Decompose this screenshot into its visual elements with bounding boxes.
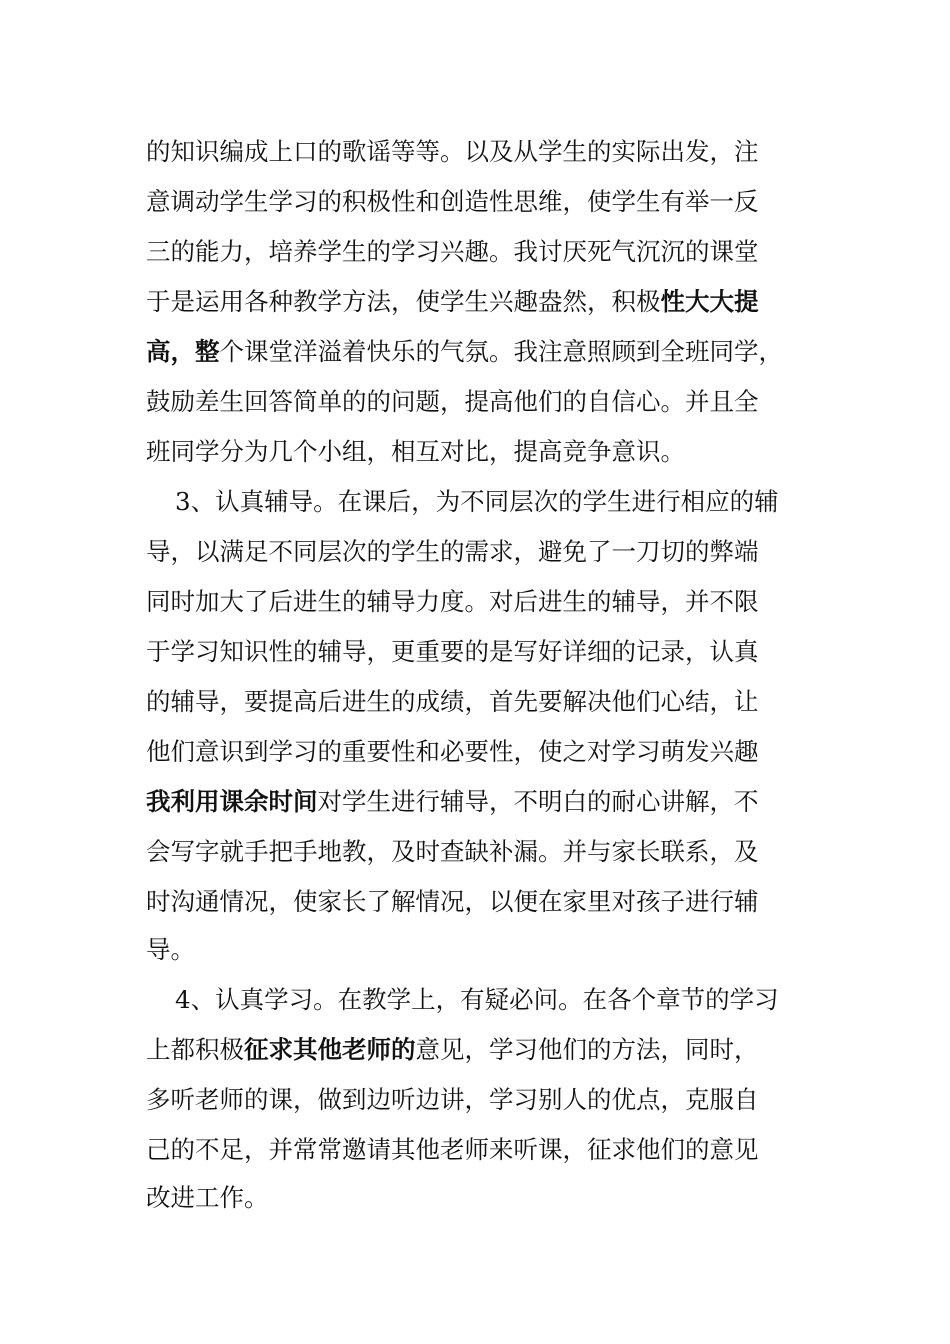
paragraph-2-line-4: 于学习知识性的辅导，更重要的是写好详细的记录，认真 xyxy=(146,637,759,666)
paragraph-3-line-2-bold: 征求其他老师的 xyxy=(244,1035,416,1064)
paragraph-2-line-7-text: 对学生进行辅导，不明白的耐心讲解，不 xyxy=(317,787,759,816)
paragraph-2-line-9: 时沟通情况，使家长了解情况，以便在家里对孩子进行辅 xyxy=(146,887,759,916)
paragraph-1-line-4 xyxy=(146,282,816,322)
paragraph-2-line-1: 3、认真辅导。在课后，为不同层次的学生进行相应的辅 xyxy=(175,487,779,516)
paragraph-1-line-5-bold: 高，整 xyxy=(146,337,220,366)
paragraph-2-line-5: 的辅导，要提高后进生的成绩，首先要解决他们心结，让 xyxy=(146,687,759,716)
paragraph-3-line-5: 改进工作。 xyxy=(146,1183,269,1212)
paragraph-2-line-10: 导。 xyxy=(146,935,195,964)
paragraph-2-line-7 xyxy=(146,782,816,822)
paragraph-3-line-3: 多听老师的课，做到边听边讲，学习别人的优点，克服自 xyxy=(146,1085,759,1114)
paragraph-1-line-2: 意调动学生学习的积极性和创造性思维，使学生有举一反 xyxy=(146,187,759,216)
paragraph-2-line-3: 同时加大了后进生的辅导力度。对后进生的辅导，并不限 xyxy=(146,587,759,616)
paragraph-3-line-2-text-b: 意见，学习他们的方法，同时， xyxy=(415,1035,759,1064)
paragraph-1-line-4-bold: 性大大提 xyxy=(660,287,759,316)
paragraph-2-line-6: 他们意识到学习的重要性和必要性，使之对学习萌发兴趣 xyxy=(146,737,759,766)
paragraph-1-line-7: 班同学分为几个小组，相互对比，提高竞争意识。 xyxy=(146,437,685,466)
paragraph-3-line-1: 4、认真学习。在教学上，有疑必问。在各个章节的学习 xyxy=(175,985,779,1014)
paragraph-1-line-5 xyxy=(146,332,816,372)
paragraph-1-line-4-text: 于是运用各种教学方法，使学生兴趣盎然，积极 xyxy=(146,287,661,316)
paragraph-1-line-3: 三的能力，培养学生的学习兴趣。我讨厌死气沉沉的课堂 xyxy=(146,237,759,266)
paragraph-1-line-6: 鼓励差生回答简单的的问题，提高他们的自信心。并且全 xyxy=(146,387,759,416)
paragraph-1-line-5-text: 个课堂洋溢着快乐的气氛。我注意照顾到全班同学， xyxy=(219,337,783,366)
paragraph-2-line-8: 会写字就手把手地教，及时查缺补漏。并与家长联系，及 xyxy=(146,837,759,866)
paragraph-3-line-4: 己的不足，并常常邀请其他老师来听课，征求他们的意见 xyxy=(146,1135,759,1164)
paragraph-3-line-2-text-a: 上都积极 xyxy=(146,1035,244,1064)
paragraph-3-line-2 xyxy=(146,1030,816,1070)
paragraph-2-line-2: 导，以满足不同层次的学生的需求，避免了一刀切的弊端 xyxy=(146,537,759,566)
paragraph-1-line-1: 的知识编成上口的歌谣等等。以及从学生的实际出发，注 xyxy=(146,137,759,166)
paragraph-2-line-7-bold: 我利用课余时间 xyxy=(146,787,318,816)
